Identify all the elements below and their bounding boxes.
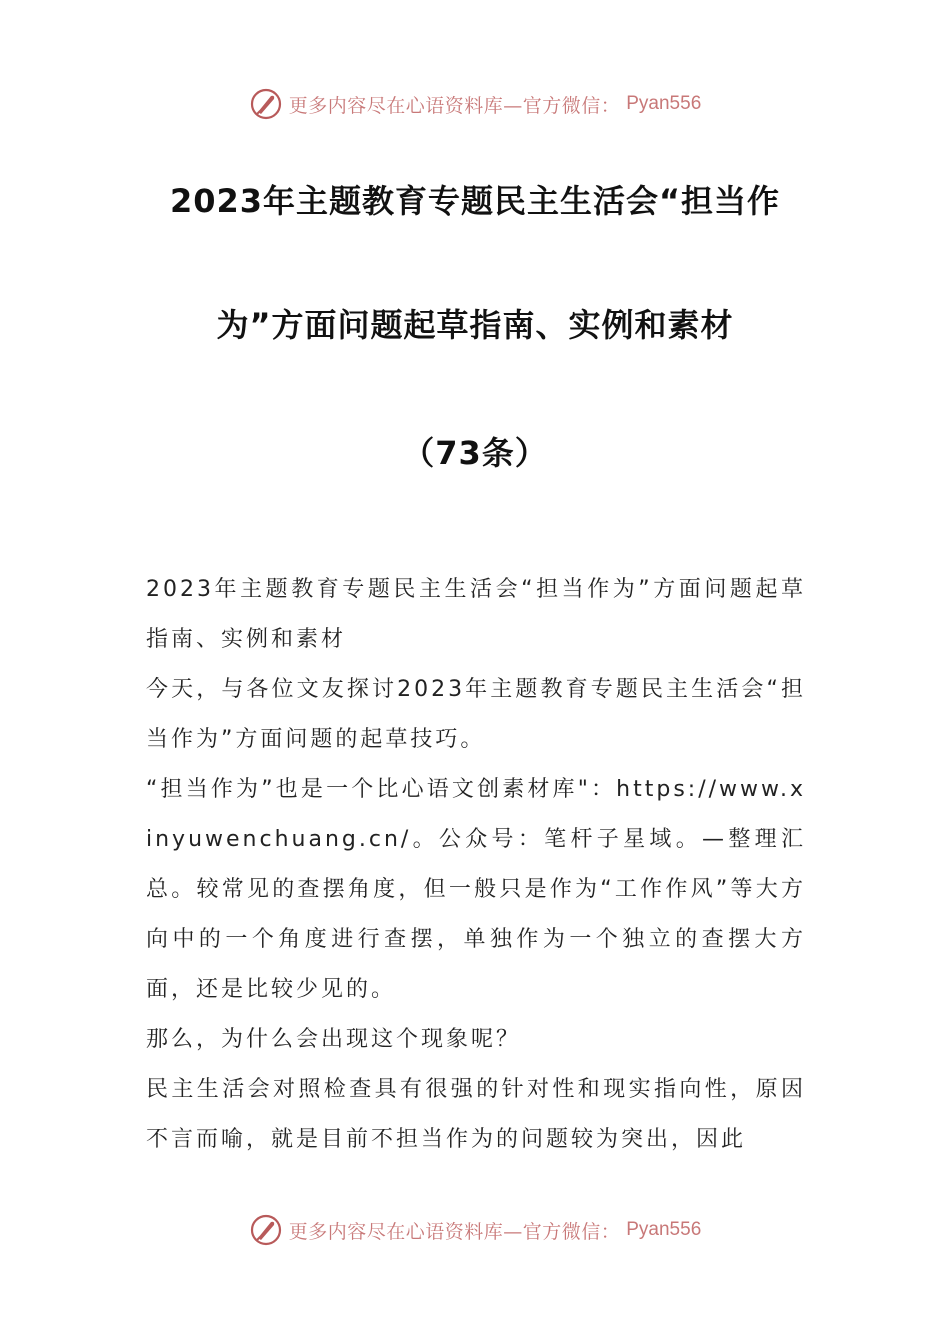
quill-pen-logo-icon [249, 87, 283, 121]
quill-pen-logo-icon [249, 1213, 283, 1247]
watermark-wechat-id: Pyan556 [626, 93, 702, 114]
header-watermark [0, 84, 950, 124]
footer-watermark [0, 1210, 950, 1250]
body-paragraph: “担当作为”也是一个比心语文创素材库"：https://www.xinyuwenchuang.cn/。公众号：笔杆子星域。—整理汇总。较常见的查摆角度，但一般只是作为“工作作风”等大方向中的一个角度进行查摆，单独作为一个独立的查摆大方面，还是比较少见的。 [146, 777, 806, 1002]
body-paragraph: 那么，为什么会出现这个现象呢？ [146, 1027, 522, 1052]
body-paragraph: 2023年主题教育专题民主生活会“担当作为”方面问题起草指南、实例和素材 [146, 577, 806, 652]
watermark-text: 更多内容尽在心语资料库—官方微信： [288, 1220, 621, 1243]
document-title-count: （73条） [402, 434, 548, 472]
body-paragraph: 今天，与各位文友探讨2023年主题教育专题民主生活会“担当作为”方面问题的起草技巧。 [146, 677, 806, 752]
document-title-line-1: 2023年主题教育专题民主生活会“担当作 [169, 182, 781, 220]
document-title-line-2: 为”方面问题起草指南、实例和素材 [216, 306, 734, 344]
watermark-wechat-id: Pyan556 [626, 1219, 702, 1240]
watermark-text: 更多内容尽在心语资料库—官方微信： [288, 94, 621, 117]
body-paragraph: 民主生活会对照检查具有很强的针对性和现实指向性，原因不言而喻，就是目前不担当作为的问题较为突出，因此 [146, 1077, 806, 1152]
document-body [146, 565, 806, 1165]
